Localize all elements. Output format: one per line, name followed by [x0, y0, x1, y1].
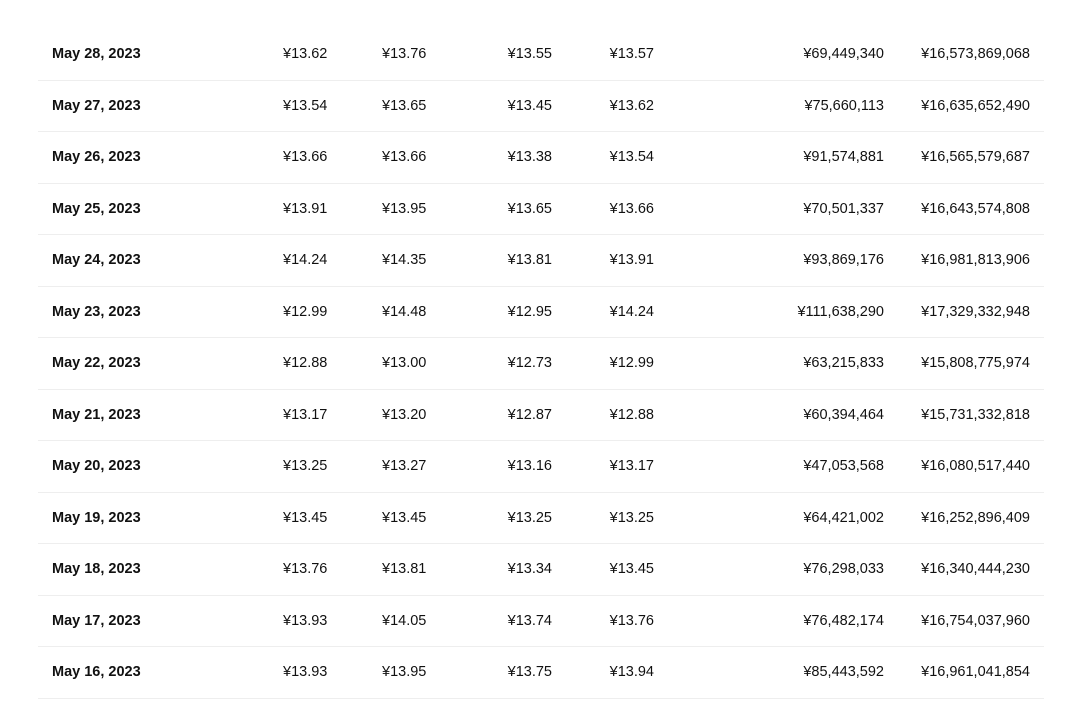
table-row	[38, 596, 1044, 648]
market-cap-cell: ¥16,340,444,230	[921, 561, 1030, 578]
date-cell: May 17, 2023	[52, 612, 141, 629]
low-price-cell: ¥12.73	[507, 355, 552, 372]
high-price-cell: ¥13.95	[382, 664, 427, 681]
low-price-cell: ¥13.16	[507, 458, 552, 475]
open-price-cell: ¥14.24	[283, 252, 328, 269]
market-cap-cell: ¥16,754,037,960	[921, 612, 1030, 629]
open-price-cell: ¥13.93	[283, 664, 328, 681]
high-price-cell: ¥13.95	[382, 200, 427, 217]
market-cap-cell: ¥16,252,896,409	[921, 509, 1030, 526]
date-cell: May 27, 2023	[52, 97, 141, 114]
low-price-cell: ¥13.55	[507, 46, 552, 63]
table-row	[38, 493, 1044, 545]
volume-cell: ¥93,869,176	[803, 252, 884, 269]
open-price-cell: ¥13.62	[283, 46, 328, 63]
high-price-cell: ¥13.45	[382, 509, 427, 526]
low-price-cell: ¥12.95	[507, 303, 552, 320]
market-cap-cell: ¥16,643,574,808	[921, 200, 1030, 217]
volume-cell: ¥111,638,290	[797, 303, 884, 320]
market-cap-cell: ¥15,808,775,974	[921, 355, 1030, 372]
historical-data-table	[38, 29, 1044, 699]
table-row	[38, 184, 1044, 236]
table-row	[38, 441, 1044, 493]
close-price-cell: ¥12.88	[609, 406, 654, 423]
table-row	[38, 235, 1044, 287]
open-price-cell: ¥13.45	[283, 509, 328, 526]
low-price-cell: ¥12.87	[507, 406, 552, 423]
table-row	[38, 544, 1044, 596]
date-cell: May 21, 2023	[52, 406, 141, 423]
low-price-cell: ¥13.65	[507, 200, 552, 217]
high-price-cell: ¥14.48	[382, 303, 427, 320]
close-price-cell: ¥13.94	[609, 664, 654, 681]
table-row	[38, 132, 1044, 184]
date-cell: May 23, 2023	[52, 303, 141, 320]
high-price-cell: ¥14.05	[382, 612, 427, 629]
open-price-cell: ¥13.76	[283, 561, 328, 578]
low-price-cell: ¥13.45	[507, 97, 552, 114]
high-price-cell: ¥13.76	[382, 46, 427, 63]
high-price-cell: ¥13.81	[382, 561, 427, 578]
date-cell: May 26, 2023	[52, 149, 141, 166]
date-cell: May 25, 2023	[52, 200, 141, 217]
volume-cell: ¥47,053,568	[803, 458, 884, 475]
close-price-cell: ¥13.25	[609, 509, 654, 526]
close-price-cell: ¥13.54	[609, 149, 654, 166]
table-row	[38, 390, 1044, 442]
open-price-cell: ¥13.54	[283, 97, 328, 114]
date-cell: May 20, 2023	[52, 458, 141, 475]
volume-cell: ¥60,394,464	[803, 406, 884, 423]
date-cell: May 24, 2023	[52, 252, 141, 269]
volume-cell: ¥69,449,340	[803, 46, 884, 63]
table-row	[38, 81, 1044, 133]
low-price-cell: ¥13.81	[507, 252, 552, 269]
high-price-cell: ¥13.66	[382, 149, 427, 166]
table-row	[38, 29, 1044, 81]
low-price-cell: ¥13.38	[507, 149, 552, 166]
open-price-cell: ¥12.88	[283, 355, 328, 372]
volume-cell: ¥70,501,337	[803, 200, 884, 217]
high-price-cell: ¥13.00	[382, 355, 427, 372]
close-price-cell: ¥13.45	[609, 561, 654, 578]
market-cap-cell: ¥16,981,813,906	[921, 252, 1030, 269]
volume-cell: ¥76,298,033	[803, 561, 884, 578]
open-price-cell: ¥13.91	[283, 200, 328, 217]
date-cell: May 16, 2023	[52, 664, 141, 681]
market-cap-cell: ¥15,731,332,818	[921, 406, 1030, 423]
open-price-cell: ¥12.99	[283, 303, 328, 320]
volume-cell: ¥64,421,002	[803, 509, 884, 526]
low-price-cell: ¥13.34	[507, 561, 552, 578]
market-cap-cell: ¥16,961,041,854	[921, 664, 1030, 681]
market-cap-cell: ¥16,635,652,490	[921, 97, 1030, 114]
date-cell: May 28, 2023	[52, 46, 141, 63]
low-price-cell: ¥13.25	[507, 509, 552, 526]
market-cap-cell: ¥17,329,332,948	[921, 303, 1030, 320]
high-price-cell: ¥13.27	[382, 458, 427, 475]
close-price-cell: ¥13.17	[609, 458, 654, 475]
table-row	[38, 647, 1044, 699]
high-price-cell: ¥13.20	[382, 406, 427, 423]
table-row	[38, 338, 1044, 390]
date-cell: May 22, 2023	[52, 355, 141, 372]
close-price-cell: ¥13.62	[609, 97, 654, 114]
close-price-cell: ¥13.91	[609, 252, 654, 269]
market-cap-cell: ¥16,573,869,068	[921, 46, 1030, 63]
high-price-cell: ¥13.65	[382, 97, 427, 114]
close-price-cell: ¥13.57	[609, 46, 654, 63]
open-price-cell: ¥13.66	[283, 149, 328, 166]
close-price-cell: ¥13.66	[609, 200, 654, 217]
open-price-cell: ¥13.17	[283, 406, 328, 423]
volume-cell: ¥91,574,881	[803, 149, 884, 166]
close-price-cell: ¥12.99	[609, 355, 654, 372]
date-cell: May 18, 2023	[52, 561, 141, 578]
close-price-cell: ¥14.24	[609, 303, 654, 320]
market-cap-cell: ¥16,080,517,440	[921, 458, 1030, 475]
market-cap-cell: ¥16,565,579,687	[921, 149, 1030, 166]
low-price-cell: ¥13.75	[507, 664, 552, 681]
volume-cell: ¥76,482,174	[803, 612, 884, 629]
date-cell: May 19, 2023	[52, 509, 141, 526]
volume-cell: ¥85,443,592	[803, 664, 884, 681]
low-price-cell: ¥13.74	[507, 612, 552, 629]
open-price-cell: ¥13.25	[283, 458, 328, 475]
open-price-cell: ¥13.93	[283, 612, 328, 629]
high-price-cell: ¥14.35	[382, 252, 427, 269]
volume-cell: ¥63,215,833	[803, 355, 884, 372]
close-price-cell: ¥13.76	[609, 612, 654, 629]
table-row	[38, 287, 1044, 339]
volume-cell: ¥75,660,113	[804, 97, 884, 114]
